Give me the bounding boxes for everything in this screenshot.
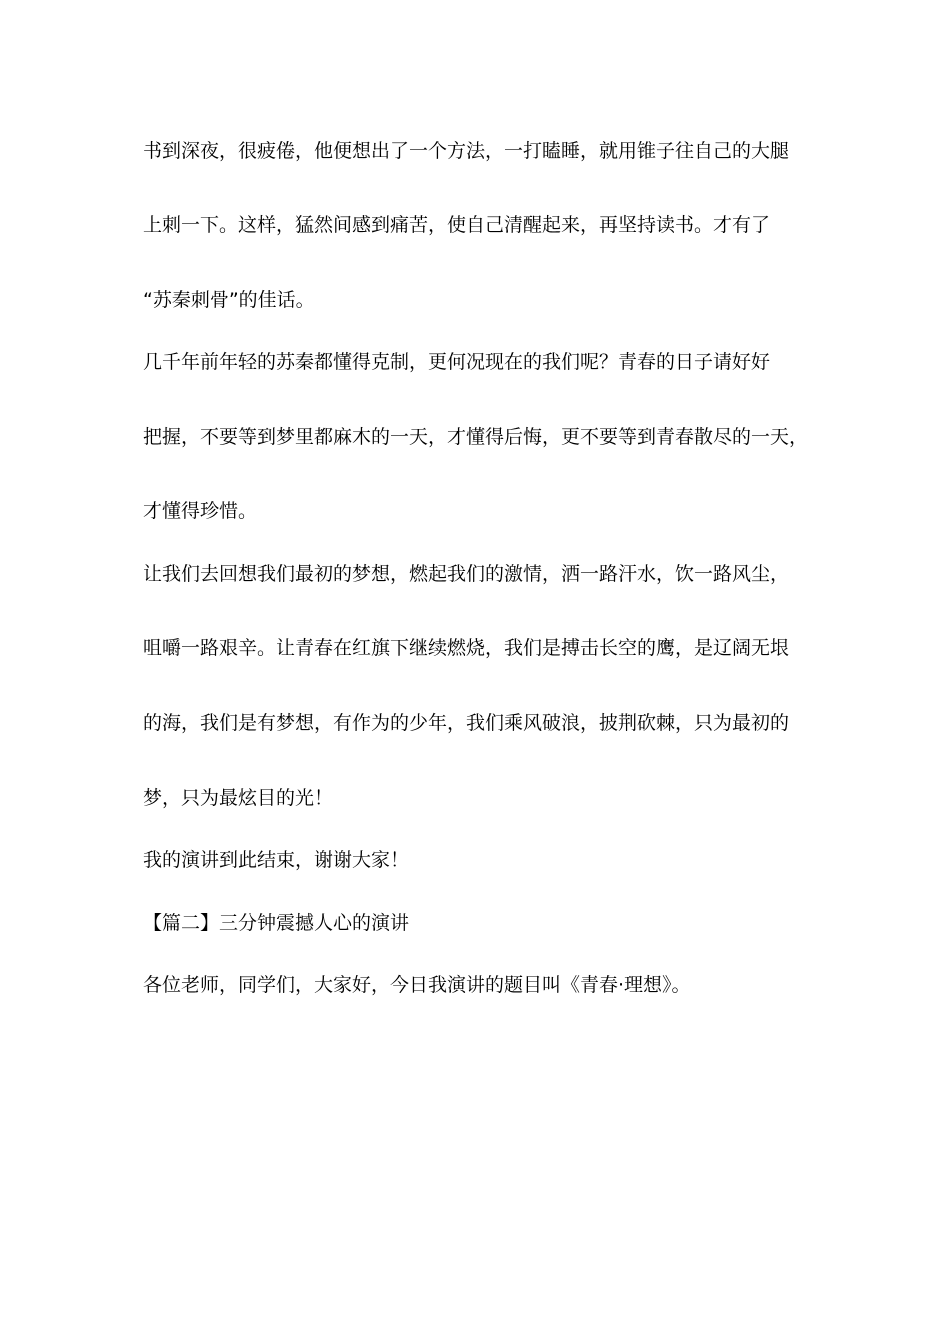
section-heading: 【篇二】三分钟震撼人心的演讲 (143, 912, 410, 934)
text-line-6: 才懂得珍惜。 (143, 500, 258, 522)
text-line-3: “苏秦刺骨”的佳话。 (143, 289, 315, 311)
text-line-1: 书到深夜，很疲倦，他便想出了一个方法，一打瞌睡，就用锥子往自己的大腿 (143, 140, 790, 162)
text-line-8: 咀嚼一路艰辛。让青春在红旗下继续燃烧，我们是搏击长空的鹰，是辽阔无垠 (143, 637, 790, 659)
text-line-5: 把握，不要等到梦里都麻木的一天，才懂得后悔，更不要等到青春散尽的一天， (143, 426, 809, 448)
text-line-2: 上刺一下。这样，猛然间感到痛苦，使自己清醒起来，再坚持读书。才有了 (143, 214, 771, 236)
text-line-11: 我的演讲到此结束，谢谢大家！ (143, 849, 410, 871)
text-line-13: 各位老师，同学们，大家好，今日我演讲的题目叫《青春·理想》。 (143, 974, 691, 996)
text-line-4: 几千年前年轻的苏秦都懂得克制，更何况现在的我们呢？青春的日子请好好 (143, 351, 771, 373)
text-line-7: 让我们去回想我们最初的梦想，燃起我们的激情，洒一路汗水，饮一路风尘， (143, 563, 790, 585)
text-line-9: 的海，我们是有梦想，有作为的少年，我们乘风破浪，披荆砍棘，只为最初的 (143, 712, 790, 734)
text-line-10: 梦，只为最炫目的光！ (143, 787, 334, 809)
